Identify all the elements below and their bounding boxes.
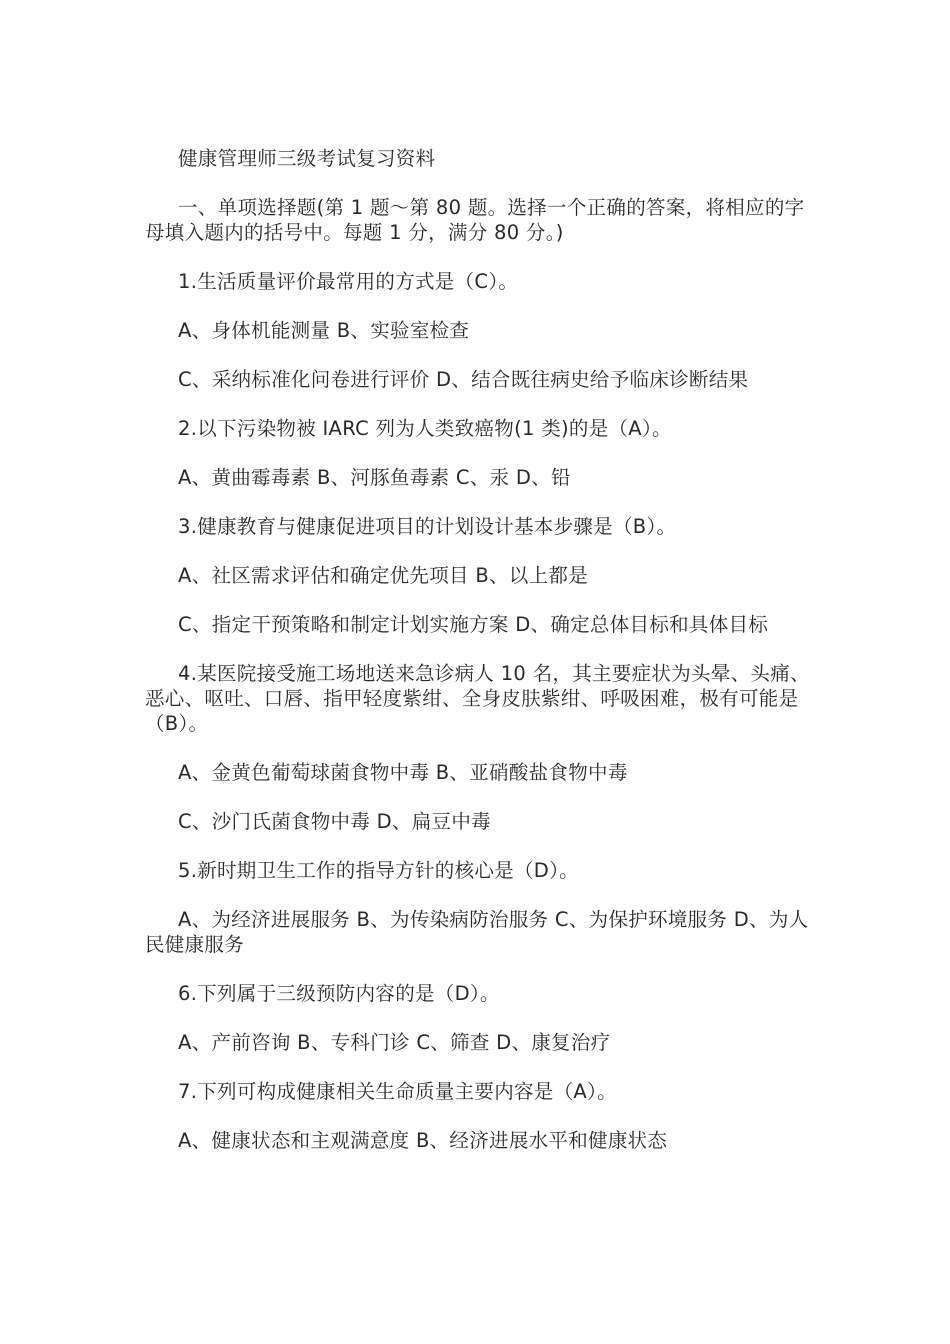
question-4: 4.某医院接受施工场地送来急诊病人 10 名，其主要症状为头晕、头痛、恶心、呕吐、口唇、指甲轻度紫绀、全身皮肤紫绀、呼吸困难，极有可能是（B）。	[145, 662, 810, 735]
question-1: 1.生活质量评价最常用的方式是（C）。	[178, 270, 519, 293]
document-page	[145, 146, 810, 1177]
options-2: A、黄曲霉毒素 B、河豚鱼毒素 C、汞 D、铅	[178, 466, 571, 489]
options-3a: A、社区需求评估和确定优先项目 B、以上都是	[178, 564, 589, 587]
question-5: 5.新时期卫生工作的指导方针的核心是（D）。	[178, 859, 579, 882]
options-6: A、产前咨询 B、专科门诊 C、筛查 D、康复治疗	[178, 1031, 611, 1054]
question-6: 6.下列属于三级预防内容的是（D）。	[178, 982, 500, 1005]
options-4b: C、沙门氏菌食物中毒 D、扁豆中毒	[178, 810, 491, 833]
question-2: 2.以下污染物被 IARC 列为人类致癌物(1 类)的是（A）。	[178, 417, 672, 440]
options-1a: A、身体机能测量 B、实验室检查	[178, 319, 470, 342]
options-5: A、为经济进展服务 B、为传染病防治服务 C、为保护环境服务 D、为人民健康服务	[145, 908, 809, 956]
options-1b: C、采纳标准化问卷进行评价 D、结合既往病史给予临床诊断结果	[178, 368, 749, 391]
options-4a: A、金黄色葡萄球菌食物中毒 B、亚硝酸盐食物中毒	[178, 761, 628, 784]
document-title: 健康管理师三级考试复习资料	[178, 147, 436, 170]
question-3: 3.健康教育与健康促进项目的计划设计基本步骤是（B）。	[178, 515, 677, 538]
options-3b: C、指定干预策略和制定计划实施方案 D、确定总体目标和具体目标	[178, 613, 769, 636]
question-7: 7.下列可构成健康相关生命质量主要内容是（A）。	[178, 1080, 617, 1103]
section-intro: 一、单项选择题(第 1 题～第 80 题。选择一个正确的答案，将相应的字母填入题内的括号中。每题 1 分，满分 80 分。)	[145, 196, 805, 244]
options-7: A、健康状态和主观满意度 B、经济进展水平和健康状态	[178, 1129, 668, 1152]
